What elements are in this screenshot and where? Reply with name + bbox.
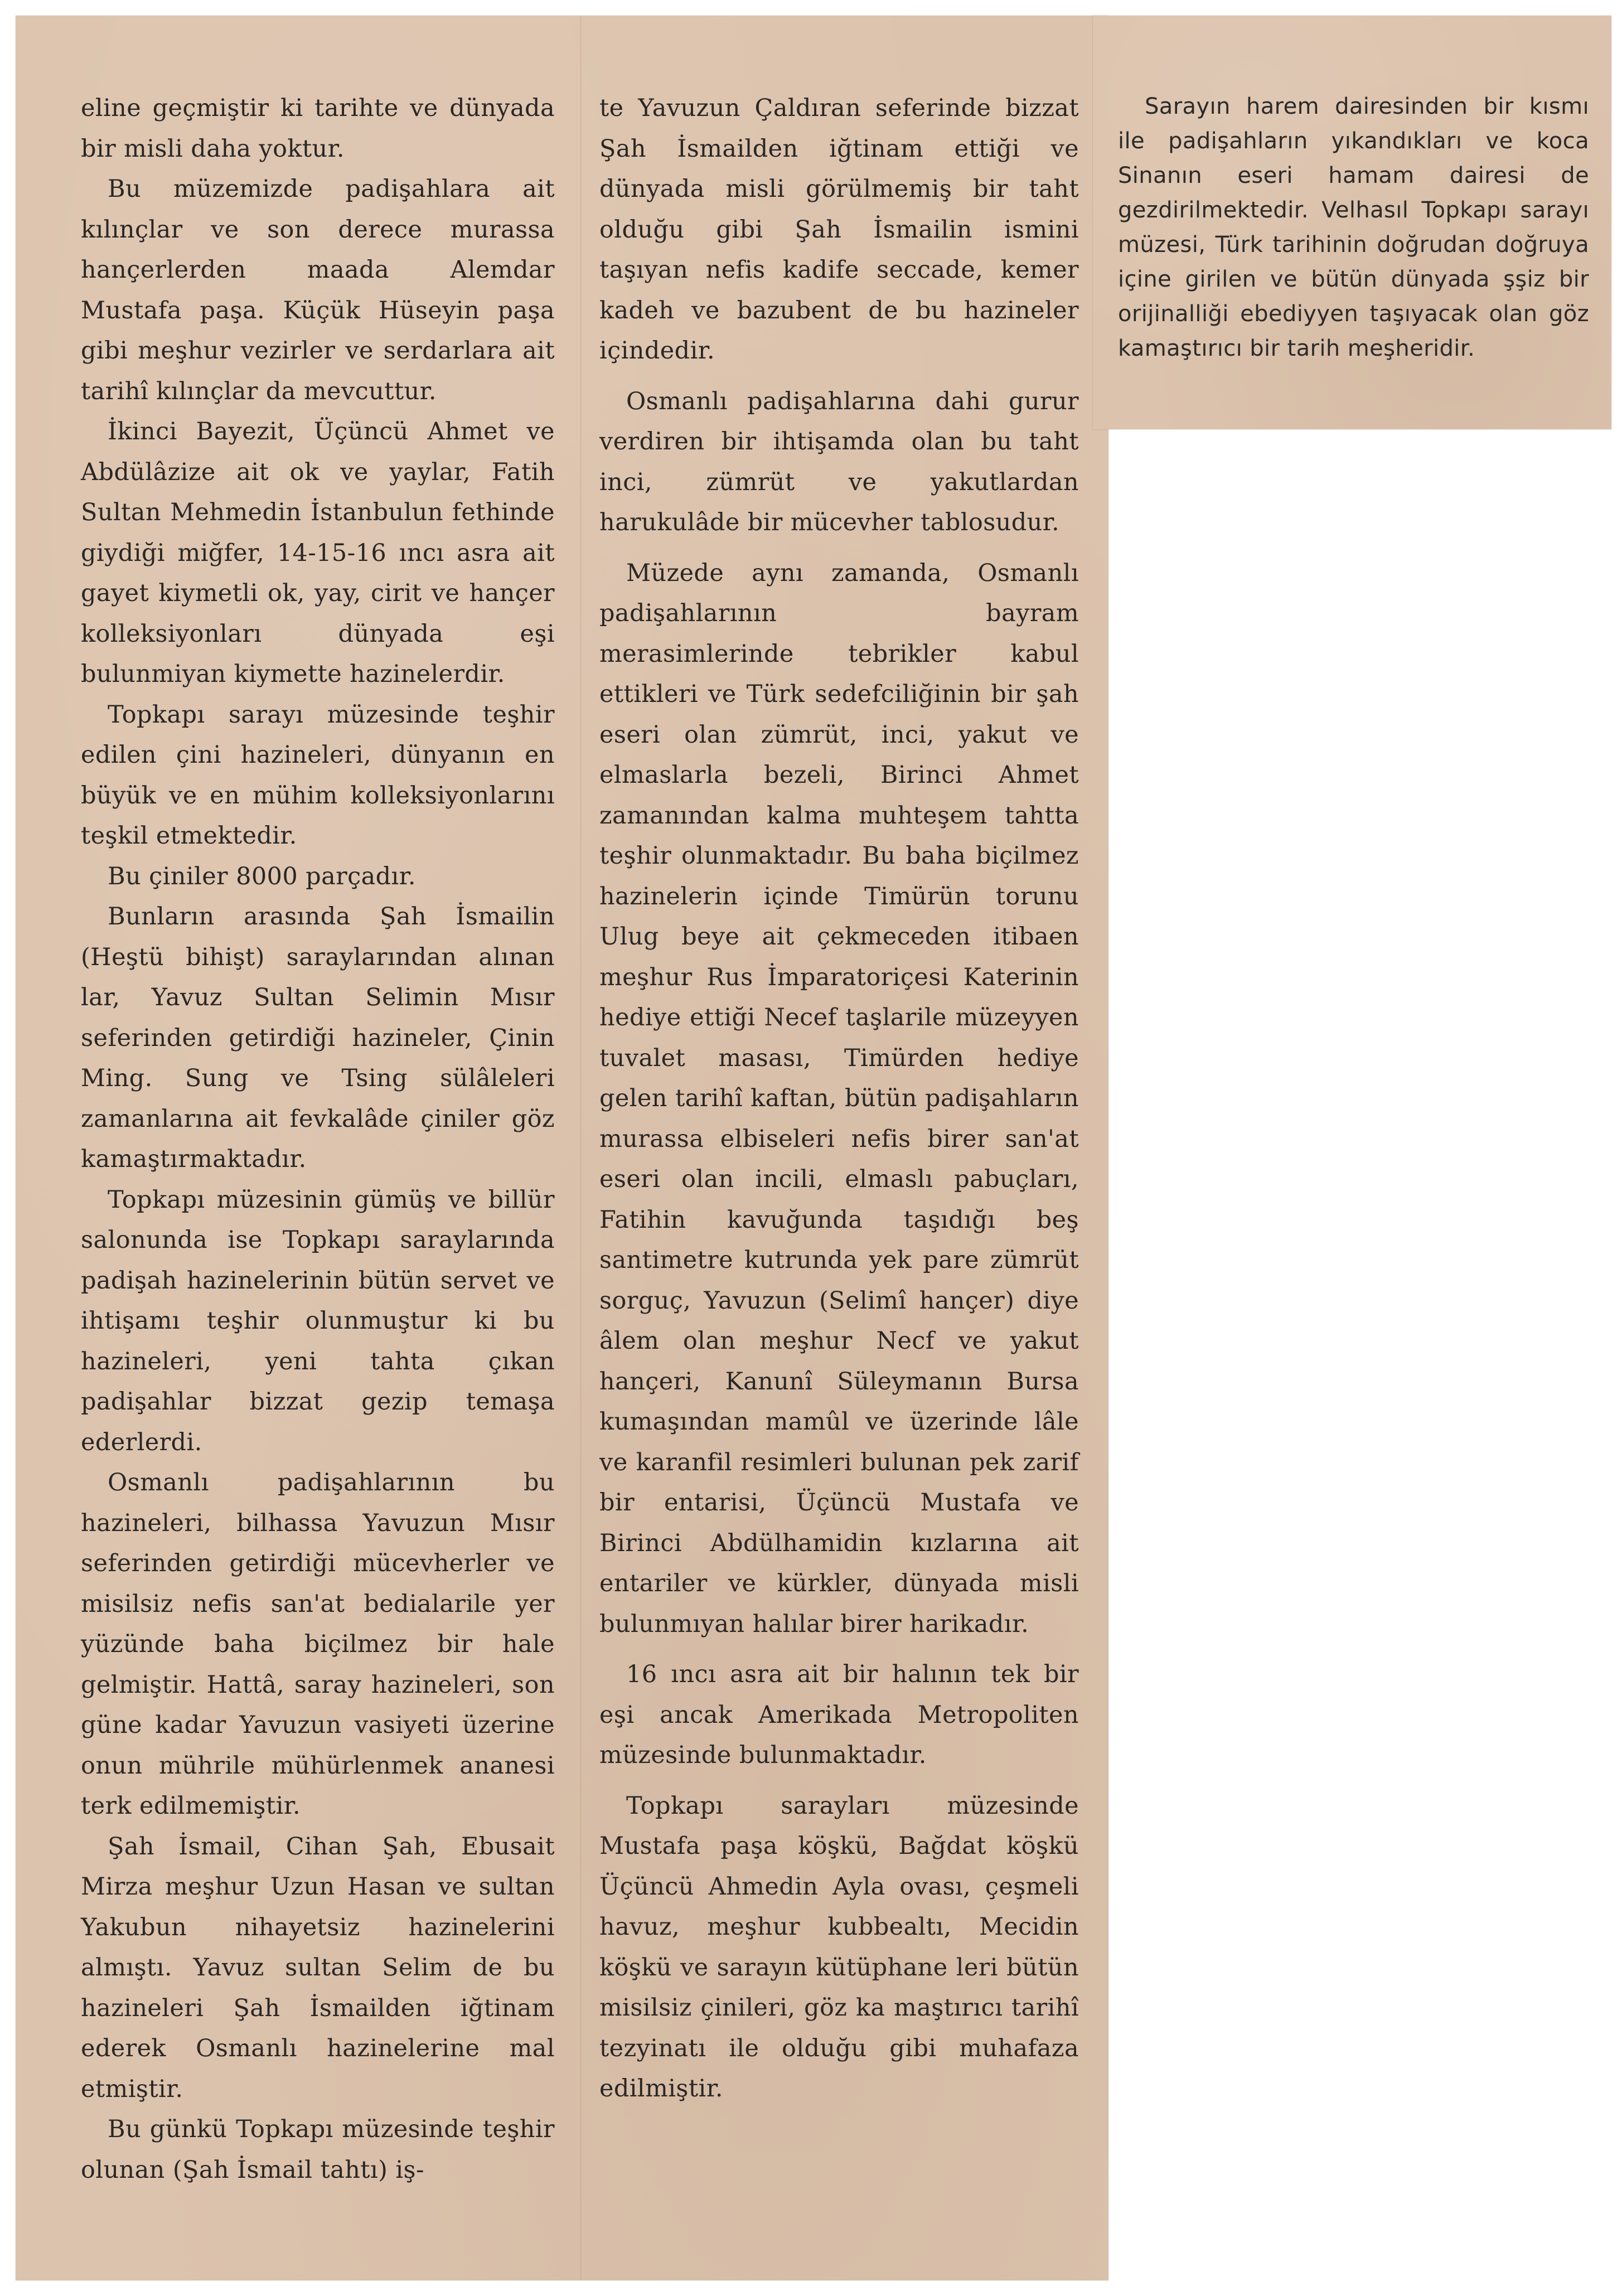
paragraph: 16 ıncı asra ait bir halının tek bir eşi ancak Amerikada Metropoliten müzesinde bulunmaktadır.: [599, 1660, 1079, 1769]
paragraph: Bunların arasında Şah İsmailin (Heştü bihişt) saraylarından alınan lar, Yavuz Sultan Selimin Mısır seferinden getirdiği hazineler, Çinin Ming. Sung ve Tsing sülâleleri zamanlarına ait fevkalâde çiniler göz kamaştırmaktadır.: [81, 903, 555, 1173]
article-column-2: [599, 88, 1079, 2119]
paragraph: Osmanlı padişahlarına dahi gurur verdiren bir ihtişamda olan bu taht inci, zümrüt ve yakutlardan harukulâde bir mücevher tablosudur.: [599, 387, 1079, 536]
paragraph: Topkapı sarayı müzesinde teşhir edilen çini hazineleri, dünyanın en büyük ve en mühim kolleksiyonlarını teşkil etmektedir.: [81, 700, 555, 850]
paragraph: Topkapı müzesinin gümüş ve billür salonunda ise Topkapı saraylarında padişah hazinelerinin bütün servet ve ihtişamı teşhir olunmuştur ki bu hazineleri, yeni tahta çıkan padişahlar bizzat gezip temaşa ederlerdi.: [81, 1185, 555, 1456]
paragraph: eline geçmiştir ki tarihte ve dünyada bir misli daha yoktur.: [81, 94, 555, 163]
paragraph: Müzede aynı zamanda, Osmanlı padişahlarının bayram merasimlerinde tebrikler kabul ettikleri ve Türk sedefciliğinin bir şah eseri olan zümrüt, inci, yakut ve elmaslarla bezeli, Birinci Ahmet zamanından kalma muhteşem tahtta teşhir olunmaktadır. Bu baha biçilmez hazinelerin içinde Timürün torunu Ulug beye ait çekmeceden itibaen meşhur Rus İmparatoriçesi Katerinin hediye ettiği Necef taşlarile müzeyyen tuvalet masası, Timürden hediye gelen tarihî kaftan, bütün padişahların murassa elbiseleri nefis birer san'at eseri olan incili, elmaslı pabuçları, Fatihin kavuğunda taşıdığı beş santimetre kutrunda yek pare zümrüt sorguç, Yavuzun (Selimî hançer) diye âlem olan meşhur Necf ve yakut hançeri, Kanunî Süleymanın Bursa kumaşından mamûl ve üzerinde lâle ve karanfil resimleri bulunan pek zarif bir entarisi, Üçüncü Mustafa ve Birinci Abdülhamidin kızlarına ait entariler ve kürkler, dünyada misli bulunmıyan halılar birer harikadır.: [599, 559, 1079, 1638]
paragraph: Şah İsmail, Cihan Şah, Ebusait Mirza meşhur Uzun Hasan ve sultan Yakubun nihayetsiz hazinelerini almıştı. Yavuz sultan Selim de bu hazineleri Şah İsmailden iğtinam ederek Osmanlı hazinelerine mal etmiştir.: [81, 1832, 555, 2103]
article-column-3: [1118, 89, 1589, 366]
article-column-1: [81, 88, 555, 2190]
paragraph: Topkapı sarayları müzesinde Mustafa paşa köşkü, Bağdat köşkü Üçüncü Ahmedin Ayla ovası, çeşmeli havuz, meşhur kubbealtı, Mecidin köşkü ve sarayın kütüphane leri bütün misilsiz çinileri, göz ka maştırıcı tarihî tezyinatı ile olduğu gibi muhafaza edilmiştir.: [599, 1791, 1079, 2103]
paragraph: Bu müzemizde padişahlara ait kılınçlar ve son derece murassa hançerlerden maada Alemdar Mustafa paşa. Küçük Hüseyin paşa gibi meşhur vezirler ve serdarlara ait tarihî kılınçlar da mevcuttur.: [81, 175, 555, 405]
paper-fold-line: [580, 16, 582, 2280]
paragraph: Osmanlı padişahlarının bu hazineleri, bilhassa Yavuzun Mısır seferinden getirdiği mücevherler ve misilsiz nefis san'at bedialarile yer yüzünde baha biçilmez bir hale gelmiştir. Hattâ, saray hazineleri, son güne kadar Yavuzun vasiyeti üzerine onun mührile mühürlenmek ananesi terk edilmemiştir.: [81, 1469, 555, 1820]
paragraph: Sarayın harem dairesinden bir kısmı ile padişahların yıkandıkları ve koca Sinanın eseri hamam dairesi de gezdirilmektedir. Velhasıl Topkapı sarayı müzesi, Türk tarihinin doğrudan doğruya içine girilen ve bütün dünyada şşiz bir orijinalliği ebediyyen taşıyacak olan göz kamaştırıcı bir tarih meşheridir.: [1118, 94, 1589, 361]
paragraph: Bu çiniler 8000 parçadır.: [108, 862, 416, 890]
paragraph: te Yavuzun Çaldıran seferinde bizzat Şah İsmailden iğtinam ettiği ve dünyada misli görülmemiş bir taht olduğu gibi Şah İsmailin ismini taşıyan nefis kadife seccade, kemer kadeh ve bazubent de bu hazineler içindedir.: [599, 94, 1079, 365]
paragraph: Bu günkü Topkapı müzesinde teşhir olunan (Şah İsmail tahtı) iş-: [81, 2115, 555, 2184]
paragraph: İkinci Bayezit, Üçüncü Ahmet ve Abdülâzize ait ok ve yaylar, Fatih Sultan Mehmedin İstanbulun fethinde giydiği miğfer, 14-15-16 ıncı asra ait gayet kiymetli ok, yay, cirit ve hançer kolleksiyonları dünyada eşi bulunmiyan kiymette hazinelerdir.: [81, 418, 555, 688]
